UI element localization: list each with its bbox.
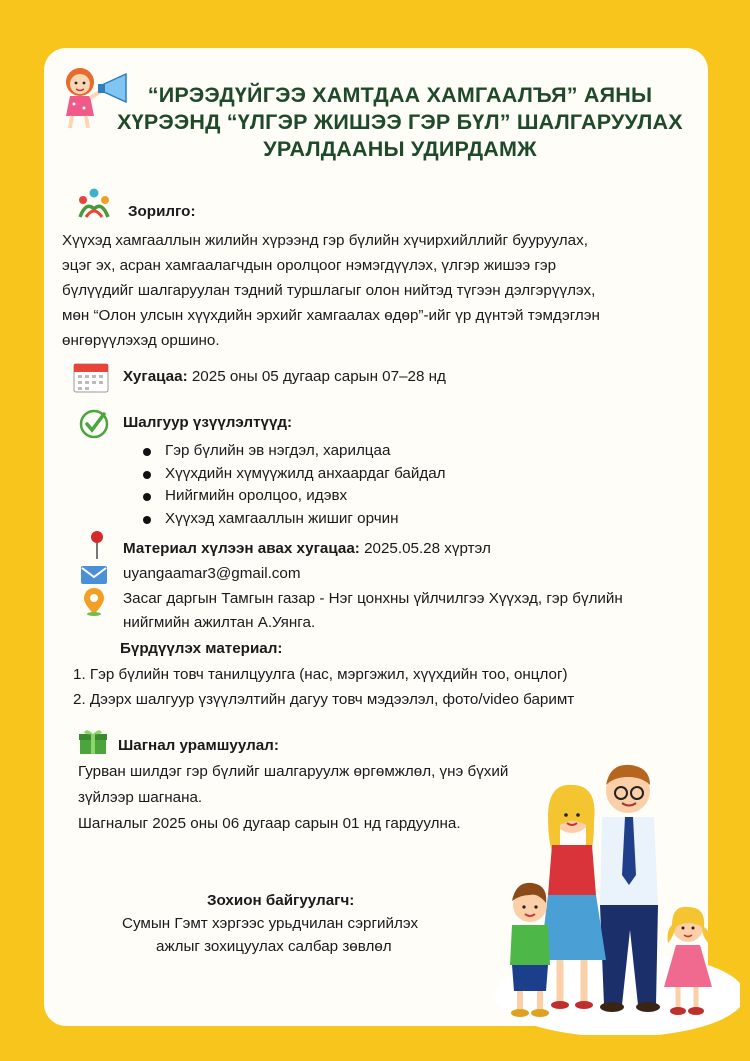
criteria-list (143, 440, 446, 530)
organizer-line-2: ажлыг зохицуулах салбар зөвлөл (156, 938, 392, 955)
page-title: “ИРЭЭДҮЙГЭЭ ХАМТДАА ХАМГААЛЪЯ” АЯНЫ ХҮРЭЭНД “ҮЛГЭР ЖИШЭЭ ГЭР БҮЛ” ШАЛГАРУУЛАХ УРАЛДААНЫ УДИРДАМЖ (117, 83, 683, 161)
prize-line-1: Гурван шилдэг гэр бүлийг шалгаруулж өргөмжлөл, үнэ бүхий (78, 763, 509, 780)
location-line-1: Засаг даргын Тамгын газар - Нэг цонхны үйлчилгээ Хүүхэд, гэр бүлийн (123, 590, 623, 607)
duration-line: Хугацаа: 2025 оны 05 дугаар сарын 07–28 нд (123, 368, 446, 385)
location-line-2: нийгмийн ажилтан А.Уянга. (123, 614, 316, 631)
list-item: Нийгмийн оролцоо, идэвх (143, 485, 446, 508)
mail-icon (80, 565, 108, 585)
list-item: Гэр бүлийн эв нэгдэл, харилцаа (143, 440, 446, 463)
check-icon (78, 408, 110, 440)
email-text: uyangaamar3@gmail.com (123, 565, 301, 582)
prize-line-3: Шагналыг 2025 оны 06 дугаар сарын 01 нд гардуулна. (78, 815, 461, 832)
prize-line-2: зүйлээр шагнана. (78, 789, 203, 806)
goal-text: Хүүхэд хамгааллын жилийн хүрээнд гэр бүлийн хүчирхийллийг бууруулах, эцэг эх, асран хамгаалагчдын оролцоог нэмэгдүүлэх, үлгэр жишээ гэр бүлүүдийг шалгаруулан тэдний туршлагыг олон нийтэд түгээн дэлгэрүүлэх, мөн “Олон улсын хүүхдийн эрхийг хамгаалах өдөр”-ийг үр дүнтэй тэмдэглэн өнгөрүүлэхэд оршино. (62, 232, 600, 349)
goal-label: Зорилго: (128, 203, 196, 220)
list-item: 2. Дээрх шалгуур үзүүлэлтийн дагуу товч мэдээлэл, фото/video баримт (73, 691, 575, 708)
organizer-label: Зохион байгуулагч: (207, 892, 355, 909)
materials-label: Бүрдүүлэх материал: (120, 640, 283, 657)
organizer-line-1: Сумын Гэмт хэргээс урьдчилан сэргийлэх (122, 915, 419, 932)
family-people-icon (76, 187, 112, 221)
list-item: Хүүхдийн хүмүүжилд анхаардаг байдал (143, 463, 446, 486)
deadline-line: Материал хүлээн авах хугацаа: 2025.05.28 хүртэл (123, 540, 491, 557)
list-item: 1. Гэр бүлийн товч танилцуулга (нас, мэргэжил, хүүхдийн тоо, онцлог) (73, 666, 568, 683)
prize-label: Шагнал урамшуулал: (118, 737, 279, 754)
list-item: Хүүхэд хамгааллын жишиг орчин (143, 508, 446, 531)
calendar-icon (72, 360, 110, 394)
criteria-label: Шалгуур үзүүлэлтүүд: (123, 414, 293, 431)
location-icon (82, 586, 106, 616)
family-illustration (490, 755, 740, 1035)
pin-icon (86, 530, 108, 560)
gift-icon (78, 729, 108, 755)
